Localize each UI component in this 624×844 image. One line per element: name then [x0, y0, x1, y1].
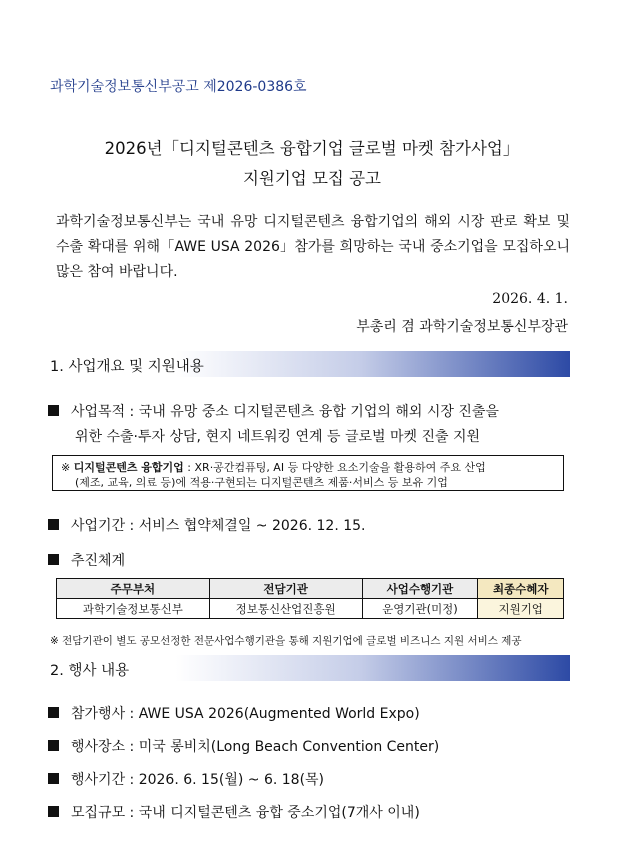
section-heading-2-text: 2. 행사 내용	[50, 663, 130, 679]
table-row	[57, 599, 564, 619]
section-heading-2	[44, 655, 570, 681]
square-bullet-icon	[48, 405, 59, 416]
system-item	[48, 550, 125, 570]
notice-author: 부총리 겸 과학기술정보통신부장관	[356, 319, 568, 335]
document-title: 2026년「디지털콘텐츠 융합기업 글로벌 마켓 참가사업」	[104, 139, 520, 158]
table-cell: 과학기술정보통신부	[57, 599, 210, 619]
note-line-1: : XR·공간컴퓨팅, AI 등 다양한 요소기술을 활용하여 주요 산업	[183, 461, 486, 474]
note-mark: ※	[61, 461, 71, 474]
event-period-text: 행사기간 : 2026. 6. 15(월) ~ 6. 18(목)	[71, 772, 325, 788]
table-header-row	[57, 579, 564, 599]
square-bullet-icon	[48, 554, 59, 565]
event-item-text: 참가행사 : AWE USA 2026(Augmented World Expo)	[71, 706, 420, 722]
promotion-system-table	[56, 578, 564, 619]
square-bullet-icon	[48, 806, 59, 817]
event-item	[48, 703, 420, 723]
note-term: 디지털콘텐츠 융합기업	[73, 461, 184, 474]
square-bullet-icon	[48, 740, 59, 751]
section-heading-1-text: 1. 사업개요 및 지원내용	[50, 359, 204, 375]
document-subtitle: 지원기업 모집 공고	[242, 169, 381, 188]
purpose-line-2: 위한 수출·투자 상담, 현지 네트워킹 연계 등 글로벌 마켓 진출 지원	[75, 429, 481, 445]
recruit-scale-item	[48, 802, 420, 822]
table-note: ※ 전담기관이 별도 공모선정한 전문사업수행기관을 통해 지원기업에 글로벌 비즈니스 지원 서비스 제공	[50, 635, 522, 647]
square-bullet-icon	[48, 773, 59, 784]
square-bullet-icon	[48, 707, 59, 718]
definition-note-box	[52, 455, 564, 491]
venue-item-text: 행사장소 : 미국 롱비치(Long Beach Convention Center)	[71, 739, 440, 755]
section-heading-1	[44, 351, 570, 377]
event-period-item	[48, 769, 324, 789]
recruit-scale-text: 모집규모 : 국내 디지털콘텐츠 융합 중소기업(7개사 이내)	[71, 805, 420, 821]
note-line-2: (제조, 교육, 의료 등)에 적용·구현되는 디지털콘텐츠 제품·서비스 등 보유 기업	[75, 476, 448, 489]
table-cell: 운영기관(미정)	[362, 599, 478, 619]
intro-paragraph: 과학기술정보통신부는 국내 유망 디지털콘텐츠 융합기업의 해외 시장 판로 확보 및 수출 확대를 위해「AWE USA 2026」참가를 희망하는 국내 중소기업을 모집하오니 많은 참여 바랍니다.	[56, 214, 570, 280]
system-label: 추진체계	[71, 553, 126, 569]
square-bullet-icon	[48, 519, 59, 530]
table-cell: 정보통신산업진흥원	[209, 599, 362, 619]
table-header: 전담기관	[209, 579, 362, 599]
venue-item	[48, 736, 439, 756]
period-item	[48, 515, 366, 535]
notice-number: 과학기술정보통신부공고 제2026-0386호	[50, 79, 307, 95]
purpose-item	[48, 401, 499, 421]
table-header: 사업수행기관	[362, 579, 478, 599]
table-cell: 지원기업	[478, 599, 564, 619]
table-header: 최종수혜자	[478, 579, 564, 599]
period-text: 사업기간 : 서비스 협약체결일 ~ 2026. 12. 15.	[71, 518, 366, 534]
purpose-line-1: 사업목적 : 국내 유망 중소 디지털콘텐츠 융합 기업의 해외 시장 진출을	[71, 404, 499, 420]
table-header: 주무부처	[57, 579, 210, 599]
notice-date: 2026. 4. 1.	[492, 291, 568, 307]
